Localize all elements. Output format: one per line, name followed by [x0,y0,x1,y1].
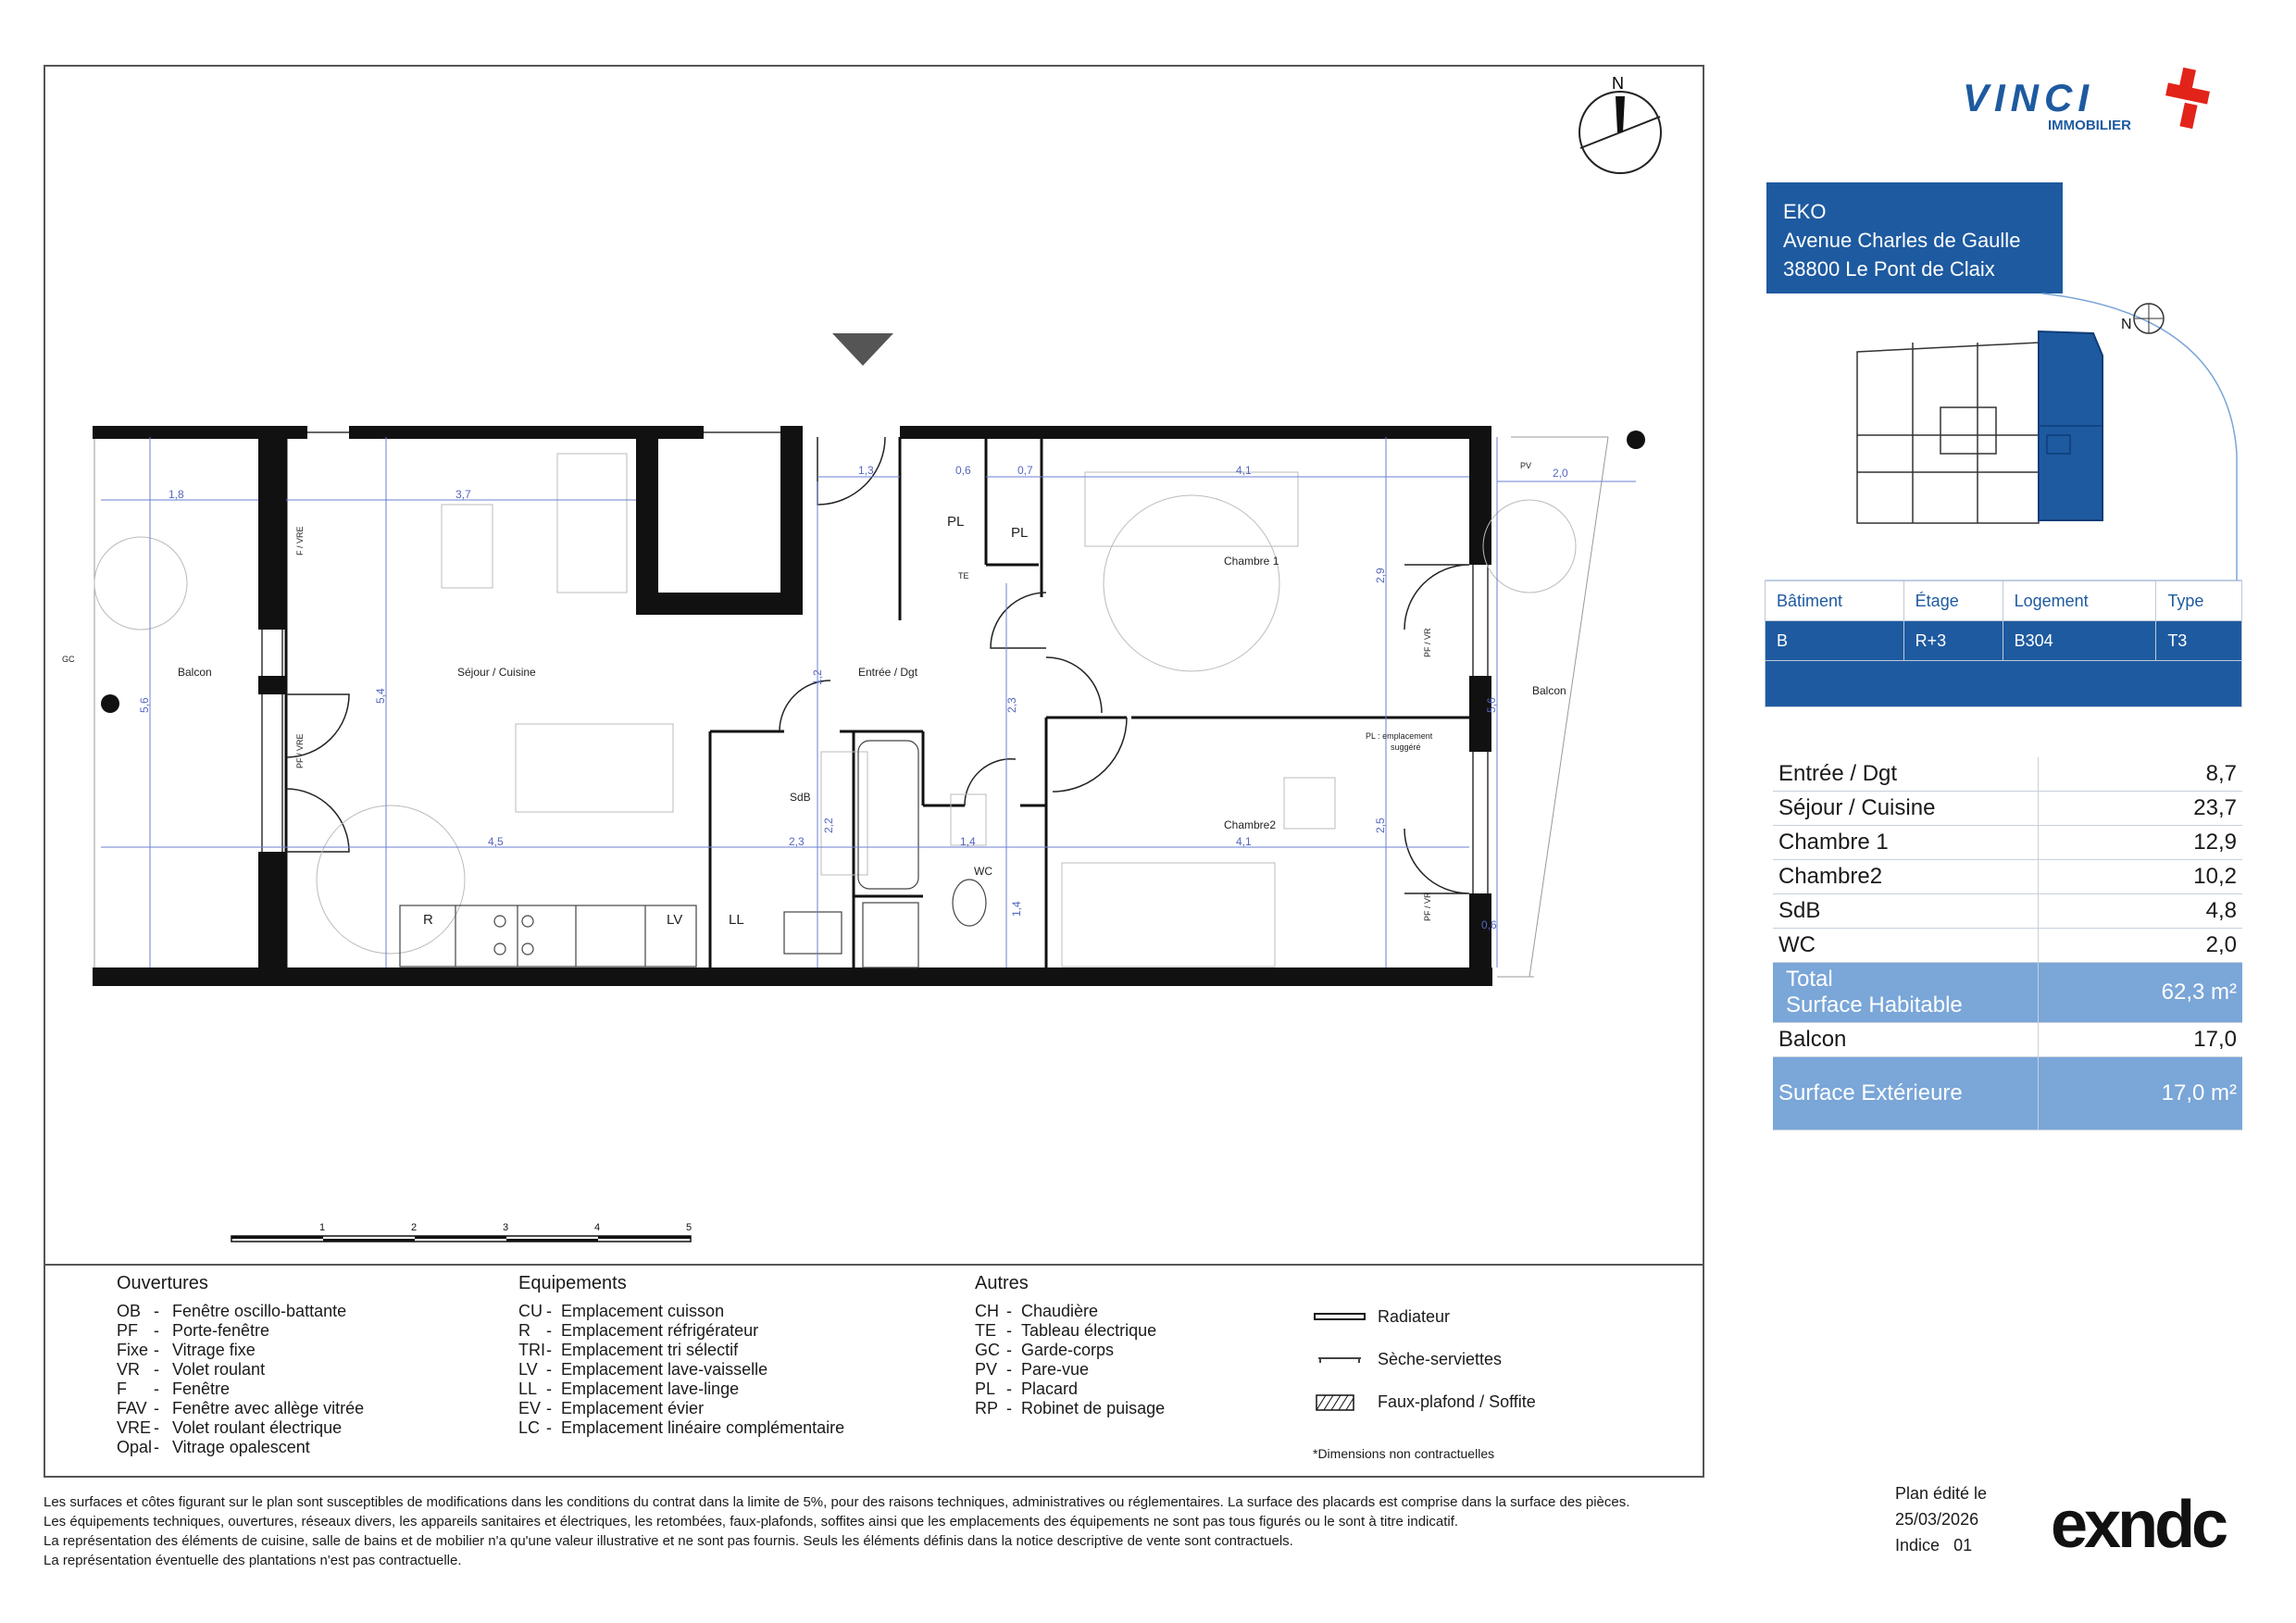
legend-item: F - Fenêtre [117,1380,231,1398]
edited-date: 25/03/2026 [1895,1510,1979,1529]
surface-row: WC 2,0 [1773,929,2242,963]
dim-label: 4,1 [1236,464,1252,477]
footer-meta [1895,1480,1987,1558]
legend-symbol-seche: Sèche-serviettes [1313,1350,1536,1369]
surface-row: Chambre2 10,2 [1773,860,2242,894]
disclaimer: Les surfaces et côtes figurant sur le plan sont susceptibles de modifications dans les conditions du contrat dans la limite de 5%, pour des raisons techniques, administratives ou réglementaires. La surface des placards est comprise dans la surface des pièces. Les équipements techniques, ouvertures, réseaux divers, les appareils sanitaires et électriques, les retombées, faux-plafonds, soffites ainsi que les emplacements des équipements ne sont pas tous figurés ou le sont à titre indicatif. La représentation des éléments de cuisine, salle de bains et de mobilier n'a qu'une valeur illustrative et ne sont pas fournis. Seuls les éléments définis dans la notice descriptive de vente sont contractuels. La représentation éventuelle des plantations n'est pas contractuelle. [44,1494,1630,1568]
legend-symbol-faux-plafond: Faux-plafond / Soffite [1313,1392,1536,1412]
exterior-row: Surface Extérieure 17,0 m² [1773,1057,2242,1130]
dim-label: 2,9 [1374,568,1387,583]
architect-logo: exndc [2051,1488,2226,1562]
legend-item: LL - Emplacement lave-linge [518,1380,740,1398]
legend-item: OB - Fenêtre oscillo-battante [117,1302,347,1320]
dim-label: 2,3 [789,835,805,848]
vinci-logo: VINCI IMMOBILIER [1963,67,2222,141]
dim-label: 2,3 [1005,697,1018,713]
dim-label: 4,5 [488,835,504,848]
surface-row: SdB 4,8 [1773,894,2242,929]
legend-divider [44,1264,1704,1266]
gc-post-icon [101,694,119,713]
legend-item: LV - Emplacement lave-vaisselle [518,1360,768,1379]
scale-label: 3 [503,1222,509,1233]
scale-label: 2 [411,1222,418,1233]
legend-item: Fixe - Vitrage fixe [117,1341,256,1359]
legend-item: PV - Pare-vue [975,1360,1090,1379]
dim-label: 1,8 [168,488,184,501]
indice-label: Indice [1895,1536,1940,1554]
indice-value: 01 [1953,1536,1973,1554]
annotation-f-vre: F / VRE [295,526,305,556]
surface-row: Chambre 1 12,9 [1773,826,2242,860]
dim-label: 5,6 [138,697,151,713]
scale-bar [231,1222,692,1242]
dim-label: 4,1 [1236,835,1252,848]
dim-label: 2,2 [822,818,835,833]
header-etage: Étage [1903,581,2003,621]
vinci-cross-icon [2162,67,2217,131]
legend-item: GC - Garde-corps [975,1341,1115,1359]
gc-post-icon [1627,431,1645,449]
header-type: Type [2156,581,2242,621]
north-label: N [1612,74,1624,93]
annotation-pl-1: PL : emplacement [1366,731,1433,741]
project-info [1766,182,2063,293]
value-batiment: B [1766,621,1904,661]
radiator-icon [1313,1308,1368,1327]
dim-label: 0,6 [955,464,971,477]
dim-label: 2,5 [1374,818,1387,833]
total-row: Total Surface Habitable 62,3 m² [1773,963,2242,1023]
towel-dryer-icon [1313,1351,1368,1369]
room-sdb: SdB [790,791,811,804]
lot-table [1765,581,2242,707]
value-type: T3 [2156,621,2242,661]
room-sejour: Séjour / Cuisine [457,666,536,679]
header-logement: Logement [2003,581,2156,621]
dim-label: 1,4 [960,835,976,848]
hatch-icon [1313,1393,1368,1412]
annotation-pf-vre: PF / VRE [295,733,305,768]
floor-plan [44,65,1704,1268]
annotation-gc: GC [62,655,75,664]
scale-label: 4 [594,1222,601,1233]
room-pl1: PL [947,514,965,530]
value-etage: R+3 [1903,621,2003,661]
scale-label: 1 [319,1222,326,1233]
dim-label: 5,6 [1485,697,1498,713]
key-plan-north-label: N [2121,317,2132,332]
project-street: Avenue Charles de Gaulle [1783,229,2021,252]
legend-item: VRE - Volet roulant électrique [117,1418,343,1437]
legend-item: CH - Chaudière [975,1302,1099,1320]
legend-title: Ouvertures [117,1273,208,1293]
north-arrow-icon [1579,74,1661,173]
dim-label: 3,7 [455,488,471,501]
legend-autres [975,1273,1165,1418]
label-te: TE [958,571,969,581]
edited-label: Plan édité le [1895,1484,1988,1503]
balcon-row: Balcon 17,0 [1773,1023,2242,1057]
dim-label: 0,7 [1017,464,1033,477]
surface-table [1773,757,2242,1130]
room-wc: WC [974,865,992,878]
legend-item: Opal - Vitrage opalescent [117,1438,310,1456]
project-name: EKO [1783,200,1827,223]
legend-item: FAV - Fenêtre avec allège vitrée [117,1399,365,1417]
legend-item: LC - Emplacement linéaire complémentaire [518,1418,845,1437]
room-chambre2: Chambre2 [1224,818,1277,831]
legend-item: PF - Porte-fenêtre [117,1321,270,1340]
dim-label: 0,6 [1481,918,1497,931]
dim-label: 1,2 [811,669,824,685]
label-r: R [423,912,433,928]
dim-label: 2,0 [1553,467,1568,480]
header-batiment: Bâtiment [1766,581,1904,621]
key-plan [1765,278,2242,581]
dim-label: 1,4 [1010,901,1023,917]
legend-item: RP - Robinet de puisage [975,1399,1166,1417]
legend-item: VR - Volet roulant [117,1360,266,1379]
legend-item: TRI - Emplacement tri sélectif [518,1341,739,1359]
legend-title: Autres [975,1273,1029,1293]
label-ll: LL [729,912,744,928]
scale-label: 5 [686,1222,693,1233]
room-chambre1: Chambre 1 [1224,555,1279,568]
label-lv: LV [667,912,683,928]
annotation-pv: PV [1520,461,1532,470]
entrance-marker-icon [832,333,893,366]
project-city: 38800 Le Pont de Claix [1783,257,1995,281]
room-pl2: PL [1011,525,1029,541]
annotation-pf-vr-2: PF / VR [1423,892,1432,921]
legend-symbol-radiateur: Radiateur [1313,1307,1536,1327]
room-balcon-left: Balcon [178,666,212,679]
legend-item: R - Emplacement réfrigérateur [518,1321,759,1340]
surface-row: Séjour / Cuisine 23,7 [1773,792,2242,826]
legend-item: CU - Emplacement cuisson [518,1302,725,1320]
legend-symbols [1313,1307,1536,1412]
dim-label: 1,3 [858,464,874,477]
legend-ouvertures [117,1273,364,1457]
legend-item: PL - Placard [975,1380,1079,1398]
annotation-pf-vr-1: PF / VR [1423,628,1432,657]
legend-item: TE - Tableau électrique [975,1321,1157,1340]
dim-label: 5,4 [374,688,387,704]
legend-item: EV - Emplacement évier [518,1399,705,1417]
room-balcon-right: Balcon [1532,684,1566,697]
value-logement: B304 [2003,621,2156,661]
surface-row: Entrée / Dgt 8,7 [1773,757,2242,792]
annotation-pl-2: suggéré [1391,743,1421,752]
legend-title: Equipements [518,1273,627,1293]
room-entree: Entrée / Dgt [858,666,918,679]
dimensions-note: *Dimensions non contractuelles [1313,1446,1495,1461]
legend-equipements [518,1273,844,1438]
